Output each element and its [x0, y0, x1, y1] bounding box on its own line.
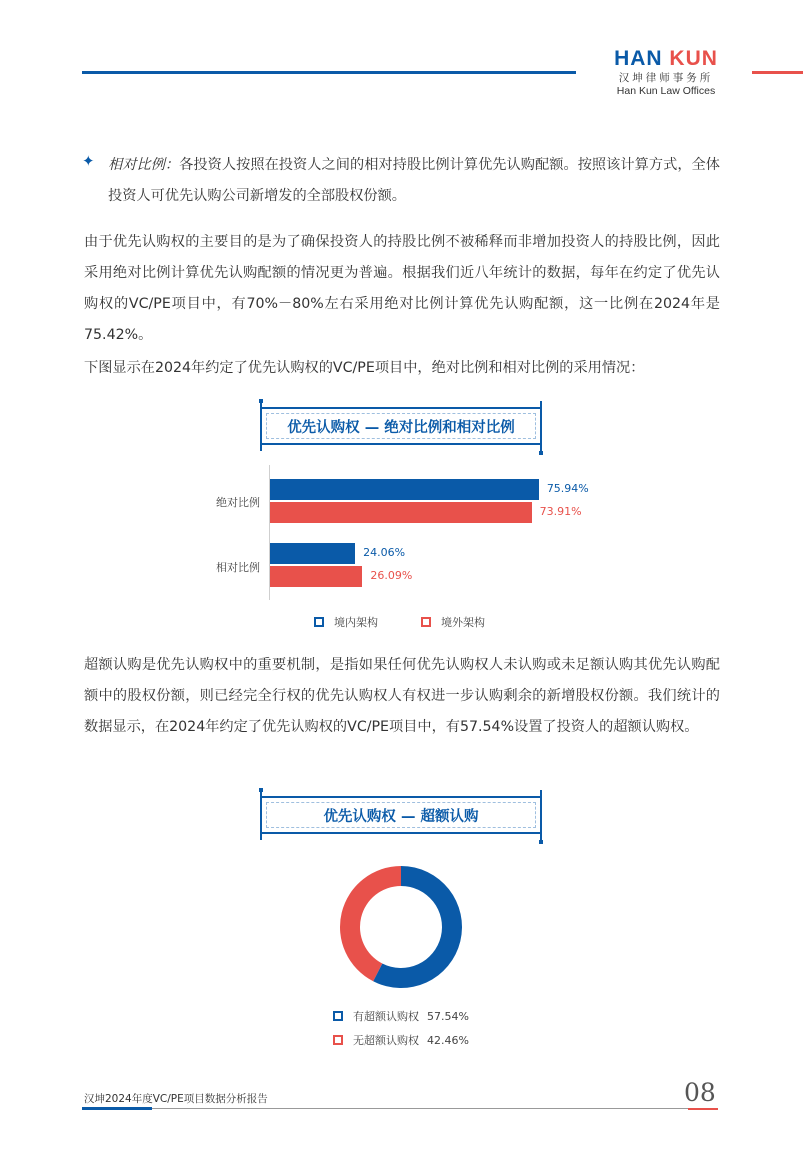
legend-swatch-red — [421, 617, 431, 627]
page-number-underline — [688, 1108, 718, 1110]
footer-rule-grey — [152, 1108, 718, 1109]
bullet-term: 相对比例： — [108, 157, 180, 173]
chart1-title-frame — [260, 407, 542, 445]
bar-domestic-relative — [270, 543, 355, 564]
legend-value-no: 42.46% — [427, 1033, 469, 1047]
bar-offshore-absolute — [270, 502, 532, 523]
paragraph-2: 下图显示在2024年约定了优先认购权的VC/PE项目中，绝对比例和相对比例的采用情况： — [84, 360, 645, 376]
paragraph-1: 由于优先认购权的主要目的是为了确保投资人的持股比例不被稀释而非增加投资人的持股比例，因此采用绝对比例计算优先认购配额的情况更为普遍。根据我们近八年统计的数据，每年在约定了优先认购权的VC/PE项目中，有70%－80%左右采用绝对比例计算优先认购配额，这一比例在2024年是75.42%。 — [84, 234, 720, 343]
legend-no-oversubscription — [333, 1032, 469, 1048]
legend-label-no: 无超额认购权 — [353, 1034, 419, 1047]
logo-kun: KUN — [669, 47, 718, 70]
legend-swatch-red — [333, 1035, 343, 1045]
logo-chinese: 汉坤律师事务所 — [618, 72, 714, 84]
footer-report-title: 汉坤2024年度VC/PE项目数据分析报告 — [84, 1093, 268, 1105]
logo-english: Han Kun Law Offices — [616, 85, 716, 97]
bullet-body: 各投资人按照在投资人之间的相对持股比例计算优先认购配额。按照该计算方式，全体投资人可优先认购公司新增发的全部股权份额。 — [108, 157, 720, 204]
bar-offshore-relative — [270, 566, 362, 587]
paragraph-3: 超额认购是优先认购权中的重要机制，是指如果任何优先认购权人未认购或未足额认购其优先认购配额中的股权份额，则已经完全行权的优先认购权人有权进一步认购剩余的新增股权份额。我们统计的数据显示，在2024年约定了优先认购权的VC/PE项目中，有57.54%设置了投资人的超额认购权。 — [84, 657, 720, 735]
category-label-absolute: 绝对比例 — [216, 496, 260, 509]
legend-label-domestic: 境内架构 — [334, 616, 378, 629]
four-point-star-icon: ✦ — [82, 152, 95, 170]
data-label-domestic-relative: 24.06% — [363, 546, 406, 559]
legend-domestic — [314, 614, 378, 630]
header-rule-blue — [82, 71, 576, 74]
chart1-title: 优先认购权 — 绝对比例和相对比例 — [287, 419, 515, 436]
logo-han: HAN — [614, 47, 663, 70]
legend-label-offshore: 境外架构 — [441, 616, 485, 629]
page-number: 08 — [684, 1078, 716, 1107]
donut-slice-no-oversubscription — [340, 866, 401, 981]
legend-swatch-blue — [314, 617, 324, 627]
bar-domestic-absolute — [270, 479, 539, 500]
footer-rule-blue — [82, 1107, 152, 1110]
donut-chart-oversubscription — [336, 862, 466, 992]
data-label-offshore-relative: 26.09% — [370, 569, 413, 582]
chart2-title: 优先认购权 — 超额认购 — [323, 808, 479, 825]
chart2-title-frame — [260, 796, 542, 834]
legend-swatch-blue — [333, 1011, 343, 1021]
data-label-offshore-absolute: 73.91% — [539, 505, 582, 518]
legend-label-has: 有超额认购权 — [353, 1010, 419, 1023]
bullet-relative-ratio — [108, 150, 720, 212]
legend-has-oversubscription — [333, 1008, 469, 1024]
category-label-relative: 相对比例 — [216, 561, 260, 574]
hankun-logo — [596, 48, 736, 98]
legend-value-has: 57.54% — [427, 1009, 469, 1023]
header-rule-red — [752, 71, 803, 74]
data-label-domestic-absolute: 75.94% — [546, 482, 589, 495]
legend-offshore — [421, 614, 485, 630]
